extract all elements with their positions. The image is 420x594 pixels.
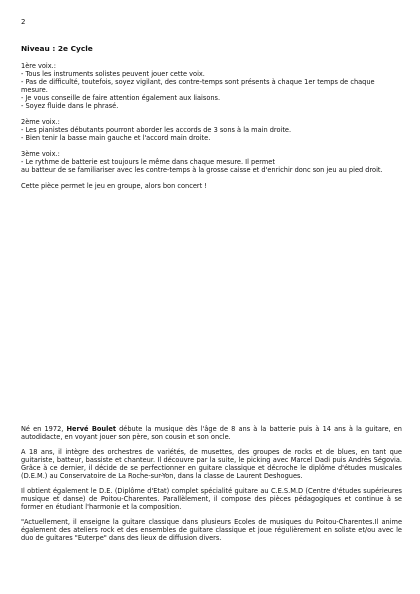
bio-paragraph-3: Il obtient également le D.E. (Diplôme d'Etat) complet spécialité guitare au C.E.S.M.D (Centre d'études supérieures musique et danse) de Poitou-Charentes. Parallèlement, il compose des pièces pédagogiques et continue à se former en étudiant l'harmonie et la composition. [21, 487, 402, 511]
voice-1-line: mesure. [21, 86, 48, 94]
bio-paragraph-1 [21, 425, 402, 441]
voice-1-line: - Tous les instruments solistes peuvent jouer cette voix. [21, 70, 205, 78]
voice-2-section [21, 118, 402, 142]
bio-paragraph-4: "Actuellement, il enseigne la guitare classique dans plusieurs Ecoles de musiques du Poitou-Charentes.Il anime également des ateliers rock et des ensembles de guitare classique et joue régulièrement en soliste et/ou avec le duo de guitares "Euterpe" dans des lieux de diffusion divers. [21, 518, 402, 542]
voice-2-line: - Bien tenir la basse main gauche et l'accord main droite. [21, 134, 211, 142]
bio-intro-rest: débute la musique dès l'âge de 8 ans à la batterie puis à 14 ans à la guitare, en autodidacte, en voyant jouer son père, son cousin et son oncle. [21, 425, 402, 441]
voice-2-heading: 2ème voix.: [21, 118, 60, 126]
page-number: 2 [21, 18, 26, 26]
biography [21, 425, 402, 549]
author-name: Hervé Boulet [66, 425, 116, 433]
bio-paragraph-2: A 18 ans, il intègre des orchestres de variétés, de musettes, des groupes de rocks et de blues, en tant que guitariste, batteur, bassiste et chanteur. Il découvre par la suite, le picking avec Marcel Dadi puis Andrès Ségovia. Grâce à ce dernier, il décide de se perfectionner en guitare classique et décroche le diplôme d'études musicales (D.E.M.) au Conservatoire de La Roche-sur-Yon, dans la classe de Laurent Deshogues. [21, 448, 402, 480]
level-title: Niveau : 2e Cycle [21, 44, 93, 53]
voice-1-section [21, 62, 402, 110]
voice-1-line: - Pas de difficulté, toutefois, soyez vigilant, des contre-temps sont présents à chaque 1er temps de chaque [21, 78, 375, 86]
voice-2-line: - Les pianistes débutants pourront aborder les accords de 3 sons à la main droite. [21, 126, 292, 134]
voice-1-line: - Soyez fluide dans le phrasé. [21, 102, 119, 110]
voice-3-section [21, 150, 402, 174]
voice-3-line: - Le rythme de batterie est toujours le même dans chaque mesure. Il permet [21, 158, 275, 166]
instructions-content [21, 62, 402, 198]
bio-intro: Né en 1972, [21, 425, 67, 433]
closing-line: Cette pièce permet le jeu en groupe, alors bon concert ! [21, 182, 207, 190]
voice-1-heading: 1ère voix.: [21, 62, 56, 70]
closing-section [21, 182, 402, 190]
voice-3-heading: 3ème voix.: [21, 150, 60, 158]
voice-1-line: - Je vous conseille de faire attention également aux liaisons. [21, 94, 221, 102]
voice-3-line: au batteur de se familiariser avec les contre-temps à la grosse caisse et d'enrichir donc son jeu au pied droit. [21, 166, 383, 174]
